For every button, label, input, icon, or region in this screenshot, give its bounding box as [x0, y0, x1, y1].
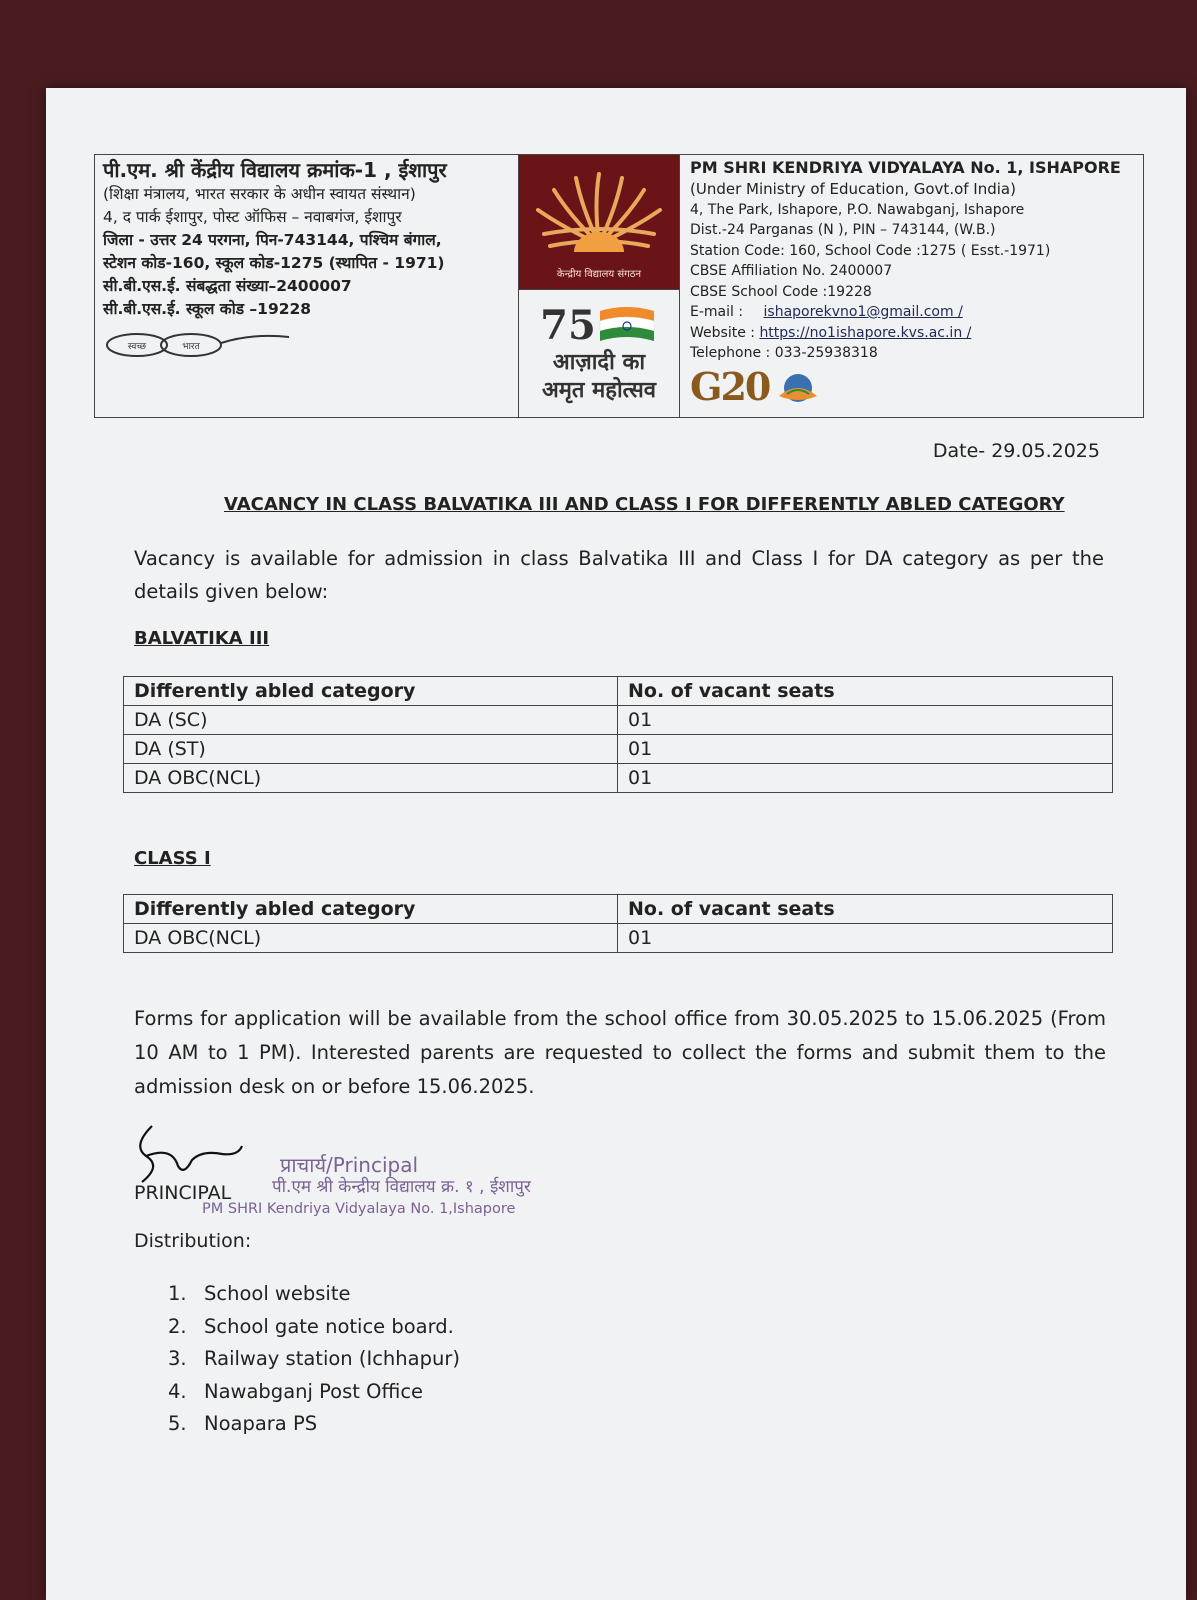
kvs-caption: केन्द्रीय विद्यालय संगठन — [556, 269, 642, 280]
email-label: E-mail : — [690, 304, 744, 320]
website-line — [690, 323, 1133, 344]
english-school-name: PM SHRI KENDRIYA VIDYALAYA No. 1, ISHAPORE — [690, 158, 1121, 177]
english-line-5: CBSE Affiliation No. 2400007 — [690, 263, 893, 279]
hindi-line-2: 4, द पार्क ईशापुर, पोस्ट ऑफिस – नवाबगंज, ईशापुर — [103, 208, 402, 226]
kvs-logo — [519, 155, 679, 289]
notice-date: Date- 29.05.2025 — [932, 440, 1100, 462]
list-number: 3. — [168, 1347, 187, 1370]
class1-title: CLASS I — [134, 848, 211, 869]
swachh-bharat-emblem — [103, 329, 510, 372]
stamp-line-3: PM SHRI Kendriya Vidyalaya No. 1,Ishapore — [202, 1201, 516, 1217]
table-row — [124, 735, 1113, 764]
hindi-line-5: सी.बी.एस.ई. संबद्धता संख्या–2400007 — [103, 277, 352, 295]
list-item — [168, 1376, 460, 1409]
table-header-row — [124, 895, 1113, 924]
telephone-line: Telephone : 033-25938318 — [690, 345, 878, 361]
list-text: Noapara PS — [204, 1412, 318, 1435]
seats-cell: 01 — [618, 764, 1113, 793]
intro-paragraph: Vacancy is available for admission in class Balvatika III and Class I for DA category as per the details given below: — [134, 547, 1104, 603]
g20-lotus-icon — [773, 370, 823, 406]
email-link[interactable]: ishaporekvno1@gmail.com / — [763, 304, 963, 320]
distribution-title: Distribution: — [134, 1230, 252, 1252]
seats-cell: 01 — [618, 924, 1113, 953]
category-cell: DA OBC(NCL) — [124, 924, 618, 953]
email-line — [690, 302, 1133, 323]
list-item — [168, 1311, 460, 1344]
english-line-2: 4, The Park, Ishapore, P.O. Nawabganj, Ishapore — [690, 201, 1025, 218]
seats-cell: 01 — [618, 735, 1113, 764]
list-text: Railway station (Ichhapur) — [204, 1347, 460, 1370]
emblem-text-2: भारत — [182, 342, 200, 352]
azadi-ka-amrit-mahotsav-logo — [519, 289, 679, 417]
list-item — [168, 1278, 460, 1311]
hindi-line-3: जिला - उत्तर 24 परगना, पिन-743144, पश्चिम बंगाल, — [103, 231, 442, 249]
principal-stamp — [202, 1120, 531, 1220]
list-item — [168, 1343, 460, 1376]
table-header-cell: Differently abled category — [124, 895, 618, 924]
list-text: Nawabganj Post Office — [204, 1379, 424, 1403]
list-number: 1. — [168, 1282, 187, 1305]
flag-icon — [596, 303, 658, 349]
hindi-school-name: पी.एम. श्री केंद्रीय विद्यालय क्रमांक-1 , ईशापुर — [103, 158, 447, 182]
list-number: 5. — [168, 1412, 187, 1435]
letterhead — [94, 154, 1144, 418]
table-row — [124, 706, 1113, 735]
forms-paragraph: Forms for application will be available from the school office from 30.05.2025 to 15.06.2025 (From 10 AM to 1 PM). Interested parents are requested to collect the forms and submit them to the admission desk on or before 15.06.2025. — [134, 1007, 1106, 1098]
website-link[interactable]: https://no1ishapore.kvs.ac.in / — [759, 324, 972, 341]
table-row — [124, 764, 1113, 793]
distribution-list — [168, 1278, 460, 1441]
category-cell: DA (ST) — [124, 735, 618, 764]
stamp-line-1: प्राचार्य/Principal — [280, 1153, 419, 1177]
seats-cell: 01 — [618, 706, 1113, 735]
amrit-line-2: अमृत महोत्सव — [541, 378, 657, 403]
g20-logo — [690, 364, 1133, 410]
english-line-4: Station Code: 160, School Code :1275 ( Esst.-1971) — [690, 242, 1051, 259]
hindi-line-4: स्टेशन कोड-160, स्कूल कोड-1275 (स्थापित - 1971) — [103, 254, 445, 272]
stamp-line-2: पी.एम श्री केन्द्रीय विद्यालय क्र. १ , ईशापुर — [272, 1177, 531, 1197]
notice-page — [46, 88, 1186, 1600]
class1-table — [123, 894, 1113, 953]
g20-text: G20 — [690, 364, 770, 410]
table-header-cell: No. of vacant seats — [618, 677, 1113, 706]
website-label: Website : — [690, 324, 755, 341]
table-header-cell: No. of vacant seats — [618, 895, 1113, 924]
category-cell: DA (SC) — [124, 706, 618, 735]
table-row — [124, 924, 1113, 953]
hindi-line-6: सी.बी.एस.ई. स्कूल कोड –19228 — [103, 300, 312, 318]
letterhead-english — [680, 155, 1143, 417]
amrit-line-1: आज़ादी का — [552, 350, 646, 375]
english-line-6: CBSE School Code :19228 — [690, 283, 872, 300]
list-text: School website — [204, 1282, 351, 1305]
signature-area — [122, 1116, 582, 1246]
hindi-line-1: (शिक्षा मंत्रालय, भारत सरकार के अधीन स्वायत संस्थान) — [103, 185, 416, 203]
english-line-1: (Under Ministry of Education, Govt.of India) — [690, 180, 1016, 198]
letterhead-logos — [518, 155, 680, 417]
balvatika-title: BALVATIKA III — [134, 628, 270, 649]
amrit-number: 75 — [540, 302, 596, 349]
notice-heading: VACANCY IN CLASS BALVATIKA III AND CLASS I FOR DIFFERENTLY ABLED CATEGORY — [224, 494, 1065, 515]
kvs-sun-icon — [524, 164, 674, 264]
table-header-cell: Differently abled category — [124, 677, 618, 706]
table-header-row — [124, 677, 1113, 706]
letterhead-hindi — [95, 155, 518, 417]
principal-label: PRINCIPAL — [134, 1182, 232, 1204]
list-number: 4. — [168, 1379, 187, 1403]
balvatika-table — [123, 676, 1113, 793]
list-item — [168, 1408, 460, 1441]
category-cell: DA OBC(NCL) — [124, 764, 618, 793]
emblem-text-1: स्वच्छ — [127, 342, 147, 352]
list-text: School gate notice board. — [204, 1314, 454, 1338]
english-line-3: Dist.-24 Parganas (N ), PIN – 743144, (W.B.) — [690, 222, 996, 238]
list-number: 2. — [168, 1314, 187, 1338]
